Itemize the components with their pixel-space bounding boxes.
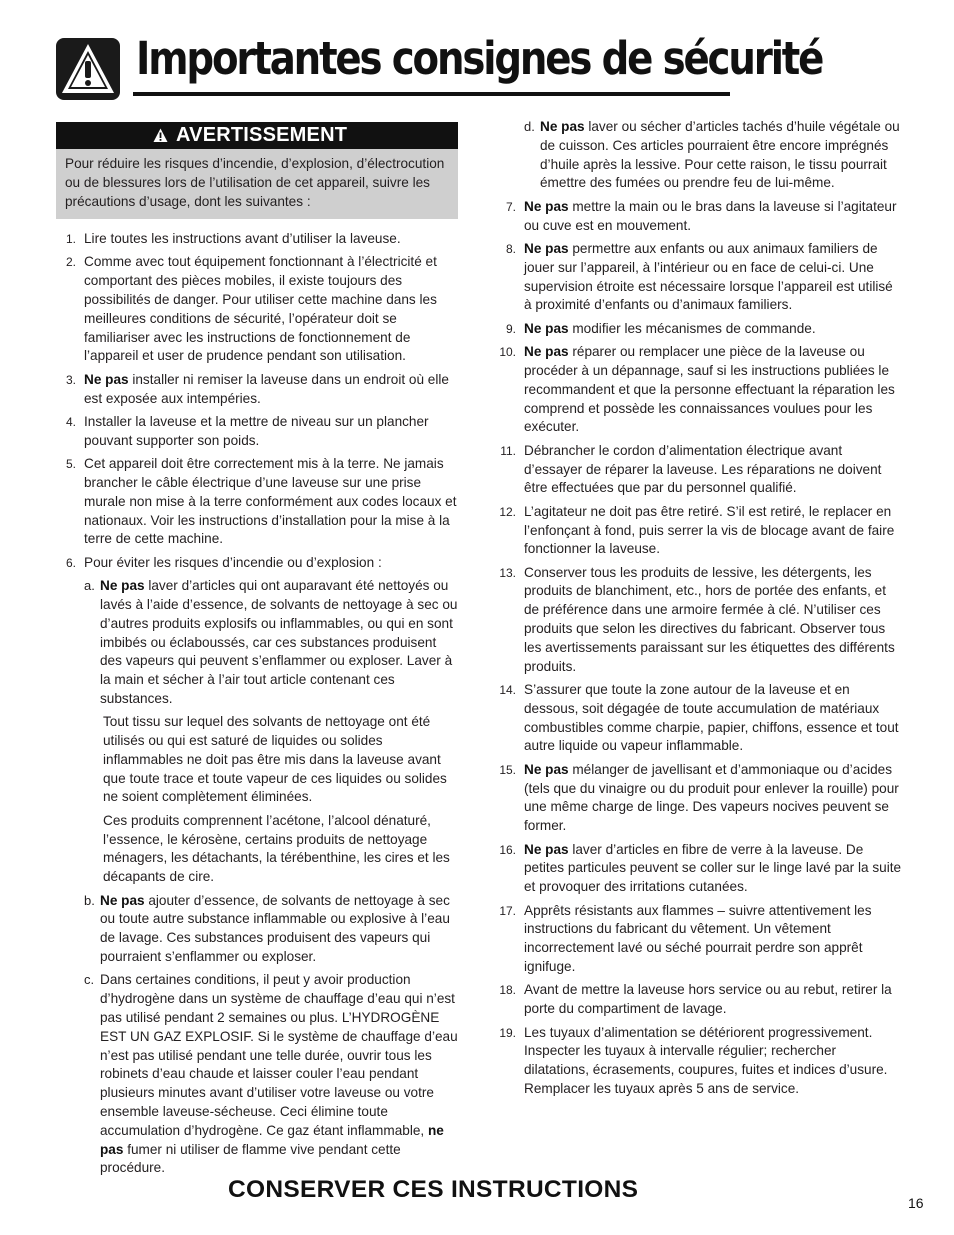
warning-text: Pour réduire les risques d’incendie, d’explosion, d’électrocution ou de blessures lors de l’utilisation de cet appareil, suivre les précautions d’usage, dont les suivantes :: [56, 149, 458, 219]
save-instructions-footer: CONSERVER CES INSTRUCTIONS: [228, 1176, 639, 1203]
list-item: [58, 455, 460, 549]
sub-item-paragraph: Ces produits comprennent l’acétone, l’alcool dénaturé, l’essence, le kérosène, certains produits de nettoyage ménagers, les détachants, la térébenthine, les cires et les décapants de cire.: [103, 812, 450, 885]
item-text: mettre la main ou le bras dans la laveuse si l’agitateur ou cuve est en mouvement.: [524, 198, 897, 233]
list-item: [490, 343, 902, 437]
item-number: 13.: [499, 565, 516, 580]
warning-small-icon: [153, 128, 168, 143]
item-number: 10.: [499, 345, 516, 360]
item-text: Installer la laveuse et la mettre de niveau sur un plancher pouvant supporter son poids.: [84, 413, 429, 448]
sub-item-paragraph: Tout tissu sur lequel des solvants de nettoyage ont été utilisés ou qui est saturé de liquides ou solides inflammables ne doit pas être mis dans la laveuse avant que toute trace et toute vapeur de ces liquides ou solides ne soient complètement éliminées.: [103, 714, 447, 805]
sub-item-text: ajouter d’essence, de solvants de nettoyage à sec ou toute autre substance inflammable ou explosive à l’eau de lavage. Ces substances produisent des vapeurs qui pourraient s’enflammer ou exploser.: [100, 892, 450, 965]
list-item: [490, 681, 902, 756]
item-text: Pour éviter les risques d’incendie ou d’explosion :: [84, 554, 382, 570]
item-text: Débrancher le cordon d’alimentation électrique avant d’essayer de réparer la laveuse. Les réparations ne doivent être effectuées que par du personnel qualifié.: [524, 442, 882, 496]
item-text: réparer ou remplacer une pièce de la laveuse ou procéder à un dépannage, sauf si les instructions publiées le recommandent et que la personne effectuant la réparation les comprend et possède les connaissances voulues pour les exécuter.: [524, 344, 895, 435]
list-item: [58, 371, 460, 409]
sub-item-letter: a.: [84, 578, 95, 594]
item-emphasis: Ne pas: [524, 198, 569, 214]
list-item: [58, 413, 460, 451]
sub-item: [58, 892, 460, 967]
warning-box: [56, 122, 458, 219]
sub-item: [58, 577, 460, 709]
list-item: [58, 253, 460, 366]
page-title: Importantes consignes de sécurité: [136, 32, 823, 85]
list-item: [490, 761, 902, 836]
list-item: [490, 240, 902, 315]
item-text: Cet appareil doit être correctement mis à la terre. Ne jamais brancher le câble électrique d’une laveuse sur une prise murale non mise à la terre conformément aux codes locaux et nationaux. Voir les instructions d’installation pour la mise à la terre de cette machine.: [84, 456, 457, 547]
page-number: 16: [908, 1195, 924, 1211]
item-text: Lire toutes les instructions avant d’utiliser la laveuse.: [84, 231, 401, 246]
list-item: [490, 1024, 902, 1099]
item-number: 16.: [499, 842, 516, 857]
item-emphasis: Ne pas: [524, 240, 569, 256]
item-text: mélanger de javellisant et d’ammoniaque ou d’acides (tels que du vinaigre ou du produit pour enlever la rouille) pour une même charge de linge. Des vapeurs nocives peuvent se former.: [524, 761, 899, 834]
warning-header: [56, 122, 458, 149]
item-text: Conserver tous les produits de lessive, les détergents, les produits de blanchiment, etc., hors de portée des enfants, et de préférence dans une armoire fermée à clé. N’utiliser ces produits que selon les directives du fabricant. Observer tous les avertissements paraissant sur les étiquettes des différents produits.: [524, 564, 895, 674]
item-number: 6.: [66, 555, 77, 570]
item-emphasis: Ne pas: [100, 892, 145, 908]
list-item: [490, 198, 902, 236]
item-text: installer ni remiser la laveuse dans un endroit où elle est exposée aux intempéries.: [84, 371, 449, 406]
item-text: Les tuyaux d’alimentation se détériorent progressivement. Inspecter les tuyaux à intervalle régulier; rechercher dilatations, écrasements, coupures, fuites et indices d’usure. Remplacer les tuyaux après 5 ans de service.: [524, 1024, 888, 1096]
item-number: 3.: [66, 372, 77, 387]
item-emphasis: Ne pas: [540, 119, 585, 134]
instructions-right-column: [490, 118, 902, 1103]
sub-item-text: laver ou sécher d’articles tachés d’huile végétale ou de cuisson. Ces articles pourraient être encore imprégnés d’huile après la lessive. Pour cette raison, le tissu pourrait émettre des fumées ou prendre feu de lui-même.: [540, 119, 900, 191]
item-number: 11.: [500, 443, 516, 458]
item-number: 9.: [505, 321, 516, 336]
list-item: [58, 554, 460, 573]
sub-item: [58, 971, 460, 1178]
instructions-left-column: [58, 230, 460, 1183]
item-number: 1.: [66, 232, 77, 246]
item-text: S’assurer que toute la zone autour de la laveuse et en dessous, soit dégagée de toute accumulation de matériaux combustibles comme charpie, papier, chiffons, essence et tout autre liquide ou vapeur inflammable.: [524, 682, 899, 754]
item-emphasis: Ne pas: [524, 761, 569, 777]
item-emphasis: Ne pas: [84, 371, 129, 387]
item-text: Apprêts résistants aux flammes – suivre attentivement les instructions du fabricant du vêtement. Un vêtement incorrectement lavé ou séché pourrait perdre son apprêt ignifuge.: [524, 902, 872, 974]
item-emphasis: Ne pas: [524, 841, 569, 857]
list-item: [490, 320, 902, 339]
title-underline: [133, 92, 730, 96]
item-text: laver d’articles en fibre de verre à la laveuse. De petites particules peuvent se coller sur le linge lavé par la suite et provoquer des irritations cutanées.: [524, 841, 902, 895]
sub-item-text: fumer ni utiliser de flamme vive pendant cette procédure.: [100, 1141, 401, 1176]
warning-label: AVERTISSEMENT: [176, 124, 348, 146]
item-number: 8.: [505, 241, 516, 256]
item-text: Comme avec tout équipement fonctionnant à l’électricité et comportant des pièces mobiles, il existe toujours des possibilités de danger. Pour utiliser cette machine dans les meilleures conditions de sécurité, l’opérateur doit se familiariser avec les instructions de fonctionnement de l’appareil et user de prudence pendant son utilisation.: [84, 254, 437, 364]
item-emphasis: ne pas: [100, 1122, 444, 1157]
sub-item-letter: c.: [84, 972, 95, 988]
sub-item-letter: d.: [524, 119, 535, 134]
item-text: L’agitateur ne doit pas être retiré. S’il est retiré, le replacer en l’enfonçant à fond, puis serrer la vis de blocage avant de faire fonctionner la laveuse.: [524, 503, 895, 557]
list-item: [490, 902, 902, 977]
list-item: [490, 981, 902, 1019]
warning-triangle-icon: [56, 38, 120, 100]
item-number: 4.: [66, 414, 77, 429]
list-item: [490, 503, 902, 559]
item-emphasis: Ne pas: [524, 320, 569, 336]
item-text: modifier les mécanismes de commande.: [568, 320, 816, 336]
sub-item: [490, 118, 902, 193]
item-number: 2.: [66, 255, 77, 270]
item-emphasis: Ne pas: [524, 344, 569, 360]
item-emphasis: Ne pas: [100, 578, 145, 594]
list-item: [490, 841, 902, 897]
item-number: 19.: [499, 1025, 516, 1040]
list-item: [490, 442, 902, 498]
item-number: 18.: [499, 983, 516, 998]
item-number: 17.: [499, 903, 516, 918]
list-item: [58, 230, 460, 249]
list-item: [490, 564, 902, 677]
item-number: 15.: [499, 762, 516, 777]
item-number: 7.: [505, 199, 516, 214]
sub-item-text: Dans certaines conditions, il peut y avoir production d’hydrogène dans un système de chauffage d’eau qui n’est pas utilisé pendant 2 semaines ou plus. L’HYDROGÈNE EST UN GAZ EXPLOSIF. Si le système de chauffage d’eau n’est pas utilisé pendant une telle durée, ouvrir tous les robinets d’eau chaude et laisser couler l’eau pendant plusieurs minutes avant d’utiliser votre laveuse ou votre ensemble laveuse-sécheuse. Ceci élimine toute accumulation d’hydrogène. Ce gaz étant inflammable,: [100, 972, 458, 1138]
item-text: Avant de mettre la laveuse hors service ou au rebut, retirer la porte du compartiment de lavage.: [524, 982, 892, 1017]
sub-item-text: laver d’articles qui ont auparavant été nettoyés ou lavés à l’aide d’essence, de solvants de nettoyage à sec ou d’autres produits explosifs ou inflammables, ou qui en sont imbibés ou éclaboussés, car ces substances produisent des vapeurs qui peuvent s’enflammer ou exploser. Laver à la main et sécher à l’air tout article contenant ces substances.: [100, 578, 458, 706]
item-number: 12.: [499, 504, 516, 519]
item-number: 5.: [66, 457, 77, 472]
item-number: 14.: [499, 683, 516, 698]
sub-item-letter: b.: [84, 892, 95, 908]
item-text: permettre aux enfants ou aux animaux familiers de jouer sur l’appareil, à l’intérieur ou en face de celui-ci. Une supervision étroite est nécessaire lorsque l’appareil est utilisé à proximité d’enfants ou d’animaux familiers.: [524, 240, 893, 313]
